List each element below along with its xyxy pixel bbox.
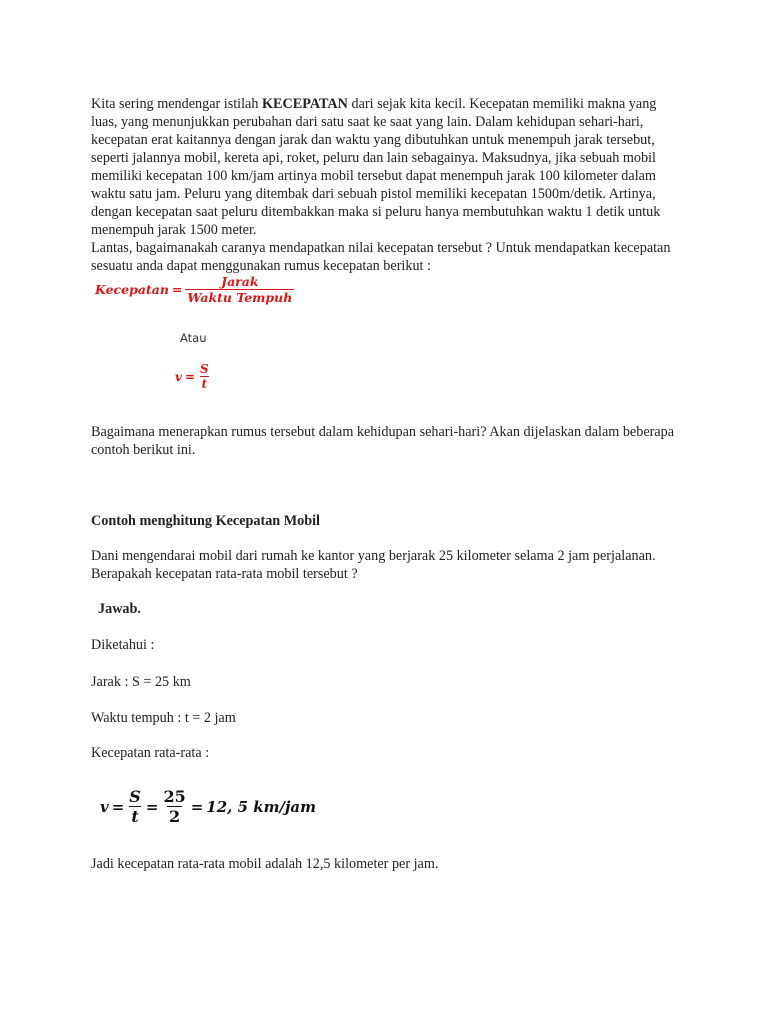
intro-text-rest: dari sejak kita kecil. Kecepatan memiliki makna yang luas, yang menunjukkan perubahan dari satu saat ke saat yang lain. Dalam kehidupan sehari-hari, kecepatan erat kaitannya dengan jarak dan waktu yang dibutuhkan untuk menempuh jarak tersebut, seperti jalannya mobil, kereta api, roket, peluru dan lain sebagainya. Maksudnya, jika sebuah mobil memiliki kecepatan 100 km/jam artinya mobil tersebut dapat menempuh jarak 100 kilometer dalam waktu satu jam. Peluru yang ditembak dari sebuah pistol memiliki kecepatan 1500m/detik. Artinya, dengan kecepatan saat peluru ditembakkan maka si peluru hanya membutuhkan waktu 1 detik untuk menempuh jarak 1500 meter. [91, 96, 661, 238]
speed-formula-words [95, 274, 294, 305]
example-question: Dani mengendarai mobil dari rumah ke kantor yang berjarak 25 kilometer selama 2 jam perjalanan. Berapakah kecepatan rata-rata mobil tersebut ? [91, 548, 656, 582]
formula-denominator: t [201, 377, 208, 391]
waktu-value: Waktu tempuh : t = 2 jam [91, 710, 236, 726]
formula-numerator: S [200, 362, 209, 376]
formula-denominator: Waktu Tempuh [187, 290, 293, 305]
formula-numerator: Jarak [221, 274, 259, 289]
formula-equals: = [190, 797, 204, 816]
formula-fraction [185, 274, 294, 305]
formula-numerator: 25 [163, 787, 186, 806]
formula-equals: = [184, 369, 196, 384]
calculation-formula [100, 787, 316, 826]
conclusion-text: Jadi kecepatan rata-rata mobil adalah 12,5 kilometer per jam. [91, 856, 439, 872]
speed-formula-symbols [175, 362, 211, 391]
keyword-kecepatan: KECEPATAN [262, 96, 348, 112]
application-paragraph: Bagaimana menerapkan rumus tersebut dalam kehidupan sehari-hari? Akan dijelaskan dalam beberapa contoh berikut ini. [91, 424, 675, 458]
kecepatan-label: Kecepatan rata-rata : [91, 745, 210, 761]
formula-v: v [100, 797, 109, 816]
formula-equals: = [145, 797, 159, 816]
example-heading: Contoh menghitung Kecepatan Mobil [91, 513, 320, 529]
diketahui-label: Diketahui : [91, 637, 155, 653]
atau-label: Atau [180, 331, 207, 345]
intro-paragraph [91, 95, 681, 239]
intro-text-start: Kita sering mendengar istilah [91, 96, 262, 112]
formula-fraction [198, 362, 211, 391]
jarak-value: Jarak : S = 25 km [91, 674, 191, 690]
formula-v: v [175, 369, 182, 384]
formula-denominator: 2 [169, 807, 181, 826]
formula-equals: = [111, 797, 125, 816]
formula-result: 12, 5 km/jam [206, 797, 317, 816]
formula-numerator: S [129, 787, 141, 806]
formula-lhs: Kecepatan [95, 282, 169, 297]
intro-question-paragraph: Lantas, bagaimanakah caranya mendapatkan nilai kecepatan tersebut ? Untuk mendapatkan kecepatan sesuatu anda dapat menggunakan rumus kecepatan berikut : [91, 240, 671, 274]
jawab-label: Jawab. [98, 601, 141, 617]
formula-fraction-values [161, 787, 187, 826]
formula-equals: = [171, 282, 183, 297]
formula-fraction-st [127, 787, 143, 826]
formula-denominator: t [131, 807, 139, 826]
